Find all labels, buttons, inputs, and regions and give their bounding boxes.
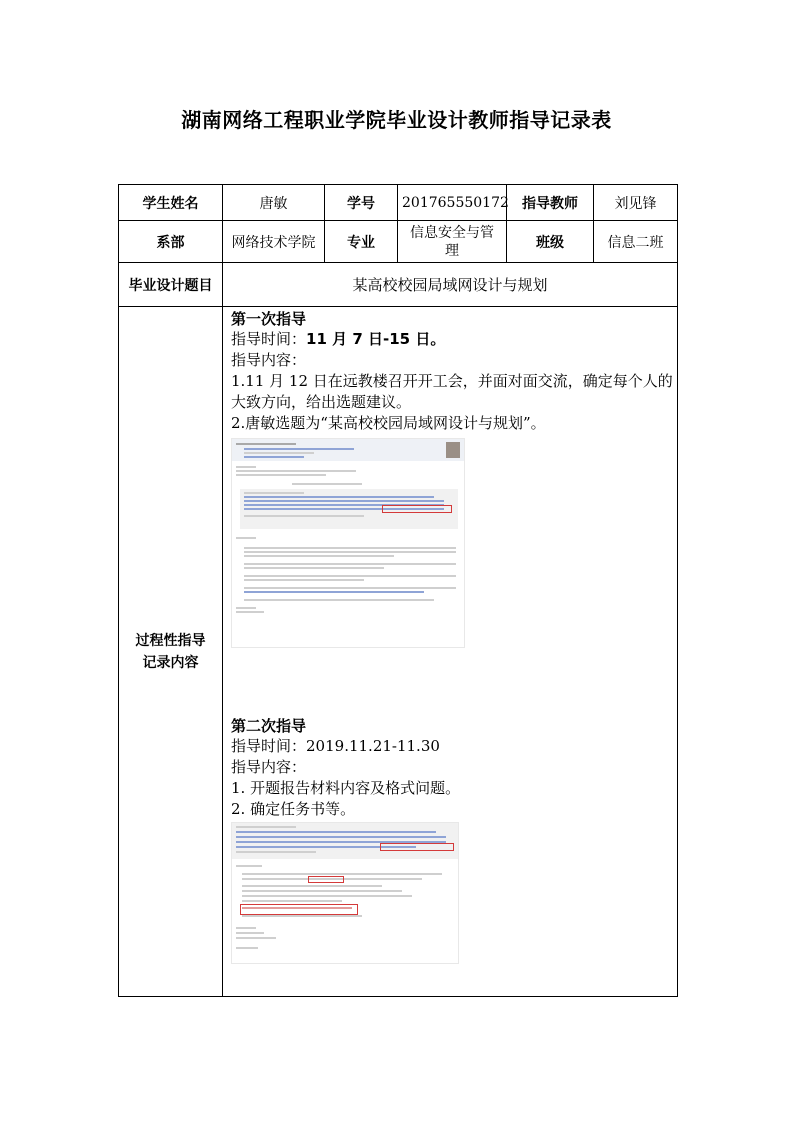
guidance-second-item-2: 2. 确定任务书等。 — [231, 800, 356, 818]
advisor-label: 指导教师 — [507, 185, 594, 221]
department-value: 网络技术学院 — [223, 221, 325, 263]
guidance-second-time — [231, 736, 677, 757]
guidance-first-heading: 第一次指导 — [231, 310, 307, 328]
guidance-first-content-label: 指导内容： — [231, 351, 307, 369]
process-content — [223, 307, 678, 997]
class-value: 信息二班 — [594, 221, 678, 263]
guidance-first-time-label: 指导时间： — [231, 330, 307, 348]
highlight-box — [380, 843, 454, 851]
page-title: 湖南网络工程职业学院毕业设计教师指导记录表 — [181, 108, 612, 132]
sender-avatar-icon — [446, 442, 460, 458]
student-name-value: 唐敏 — [223, 185, 325, 221]
guidance-second — [231, 716, 677, 964]
highlight-box — [308, 876, 344, 883]
guidance-first-time — [231, 329, 677, 350]
guidance-second-heading: 第二次指导 — [231, 717, 307, 735]
email-screenshot-second — [231, 822, 459, 964]
guidance-second-time-label: 指导时间： — [231, 737, 307, 755]
guidance-first-item-1: 1.11 月 12 日在远教楼召开开工会，并面对面交流，确定每个人的大致方向，给出选题建议。 — [231, 372, 673, 411]
highlight-box — [240, 904, 358, 915]
student-id-label: 学号 — [325, 185, 398, 221]
process-label-line1: 过程性指导 — [135, 632, 206, 649]
department-label: 系部 — [119, 221, 223, 263]
major-value-line1: 信息安全与管 — [410, 224, 494, 241]
student-id-value: 201765550172 — [398, 185, 507, 221]
process-label — [119, 307, 223, 997]
major-value — [398, 221, 507, 263]
advisor-value: 刘见锋 — [594, 185, 678, 221]
topic-label: 毕业设计题目 — [119, 263, 223, 307]
guidance-second-content-label: 指导内容： — [231, 758, 307, 776]
guidance-record-table — [118, 184, 678, 997]
guidance-second-item-1: 1. 开题报告材料内容及格式问题。 — [231, 779, 461, 797]
highlight-box — [382, 505, 452, 513]
guidance-second-time-value: 2019.11.21-11.30 — [306, 737, 440, 755]
class-label: 班级 — [507, 221, 594, 263]
guidance-first-item-2: 2.唐敏选题为“某高校校园局域网设计与规划”。 — [231, 414, 546, 432]
major-value-line2: 理 — [445, 242, 459, 259]
student-name-label: 学生姓名 — [119, 185, 223, 221]
guidance-first-time-value: 11 月 7 日-15 日。 — [306, 330, 446, 348]
guidance-first — [231, 307, 677, 648]
major-label: 专业 — [325, 221, 398, 263]
process-label-line2: 记录内容 — [142, 654, 199, 671]
email-screenshot-first — [231, 438, 465, 648]
topic-value: 某高校校园局域网设计与规划 — [223, 263, 678, 307]
